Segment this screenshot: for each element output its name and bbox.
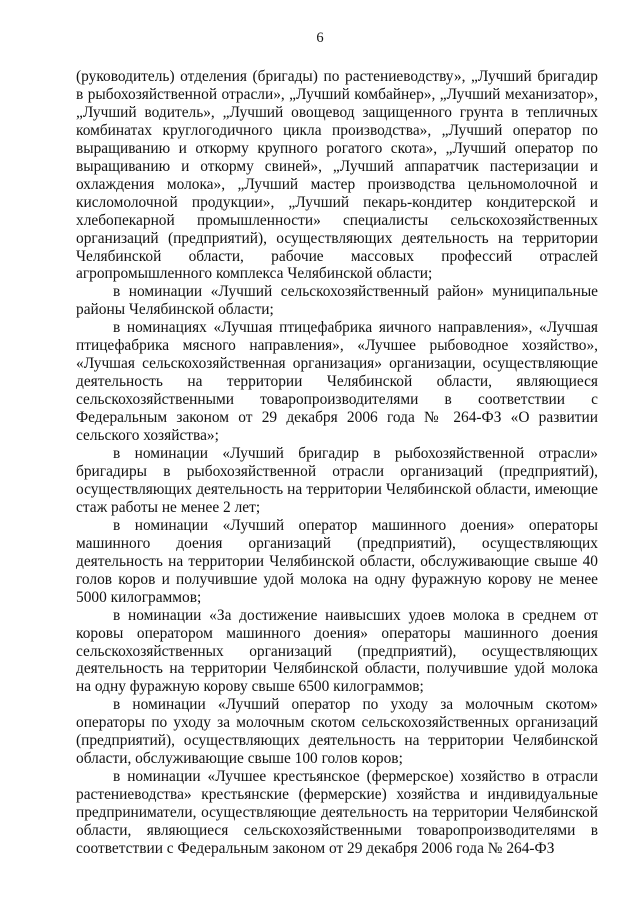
paragraph-best-milking-operator: в номинации «Лучший оператор машинного доения» операторы машинного доения организаций (предприятий), осуществляющих деятельность на территории Челябинской области, обслуживающие свыше 40 голов коров и получившие удой молока на одну фуражную корову не менее 5000 килограммов; — [76, 516, 598, 606]
page-number: 6 — [316, 30, 324, 46]
paragraph-best-agricultural-district: в номинации «Лучший сельскохозяйственный район» муниципальные районы Челябинской области; — [76, 283, 598, 319]
paragraph-best-fishery-brigadier: в номинации «Лучший бригадир в рыбохозяйственной отрасли» бригадиры в рыбохозяйственной отрасли организаций (предприятий), осуществляющих деятельность на территории Челябинской области, имеющие стаж работы не менее 2 лет; — [76, 445, 598, 516]
paragraph-best-peasant-farm: в номинации «Лучшее крестьянское (фермерское) хозяйство в отрасли растениеводства» крестьянские (фермерские) хозяйства и индивидуальные предприниматели, осуществляющие деятельность на территории Челябинской области, являющиеся сельскохозяйственными товаропроизводителями в соответствии с Федеральным законом от 29 декабря 2006 года № 264-ФЗ — [76, 768, 598, 857]
document-body — [76, 68, 598, 858]
paragraph-best-poultry-farm-organizations: в номинациях «Лучшая птицефабрика яичного направления», «Лучшая птицефабрика мясного направления», «Лучшее рыбоводное хозяйство», «Лучшая сельскохозяйственная организация» организации, осуществляющие деятельность на территории Челябинской области, являющиеся сельскохозяйственными товаропроизводителями в соответствии с Федеральным законом от 29 декабря 2006 года № 264-ФЗ «О развитии сельского хозяйства»; — [76, 319, 598, 445]
paragraph-highest-milk-yield: в номинации «За достижение наивысших удоев молока в среднем от коровы оператором машинного доения» операторы машинного доения сельскохозяйственных организаций (предприятий), осуществляющих деятельность на территории Челябинской области, получившие удой молока на одну фуражную корову свыше 6500 килограммов; — [76, 606, 598, 696]
paragraph-nominations-list-continued: (руководитель) отделения (бригады) по растениеводству», „Лучший бригадир в рыбохозяйственной отрасли», „Лучший комбайнер», „Лучший механизатор», „Лучший водитель», „Лучший овощевод защищенного грунта в тепличных комбинатах круглогодичного цикла производства», „Лучший оператор по выращиванию и откорму крупного рогатого скота», „Лучший оператор по выращиванию и откорму свиней», „Лучший аппаратчик пастеризации и охлаждения молока», „Лучший мастер производства цельномолочной и кисломолочной продукции», „Лучший пекарь-кондитер кондитерской и хлебопекарной промышленности» специалисты сельскохозяйственных организаций (предприятий), осуществляющих деятельность на территории Челябинской области, рабочие массовых профессий отраслей агропромышленного комплекса Челябинской области; — [76, 68, 598, 283]
paragraph-best-dairy-cattle-operator: в номинации «Лучший оператор по уходу за молочным скотом» операторы по уходу за молочным скотом сельскохозяйственных организаций (предприятий), осуществляющих деятельность на территории Челябинской области, обслуживающие свыше 100 голов коров; — [76, 696, 598, 768]
